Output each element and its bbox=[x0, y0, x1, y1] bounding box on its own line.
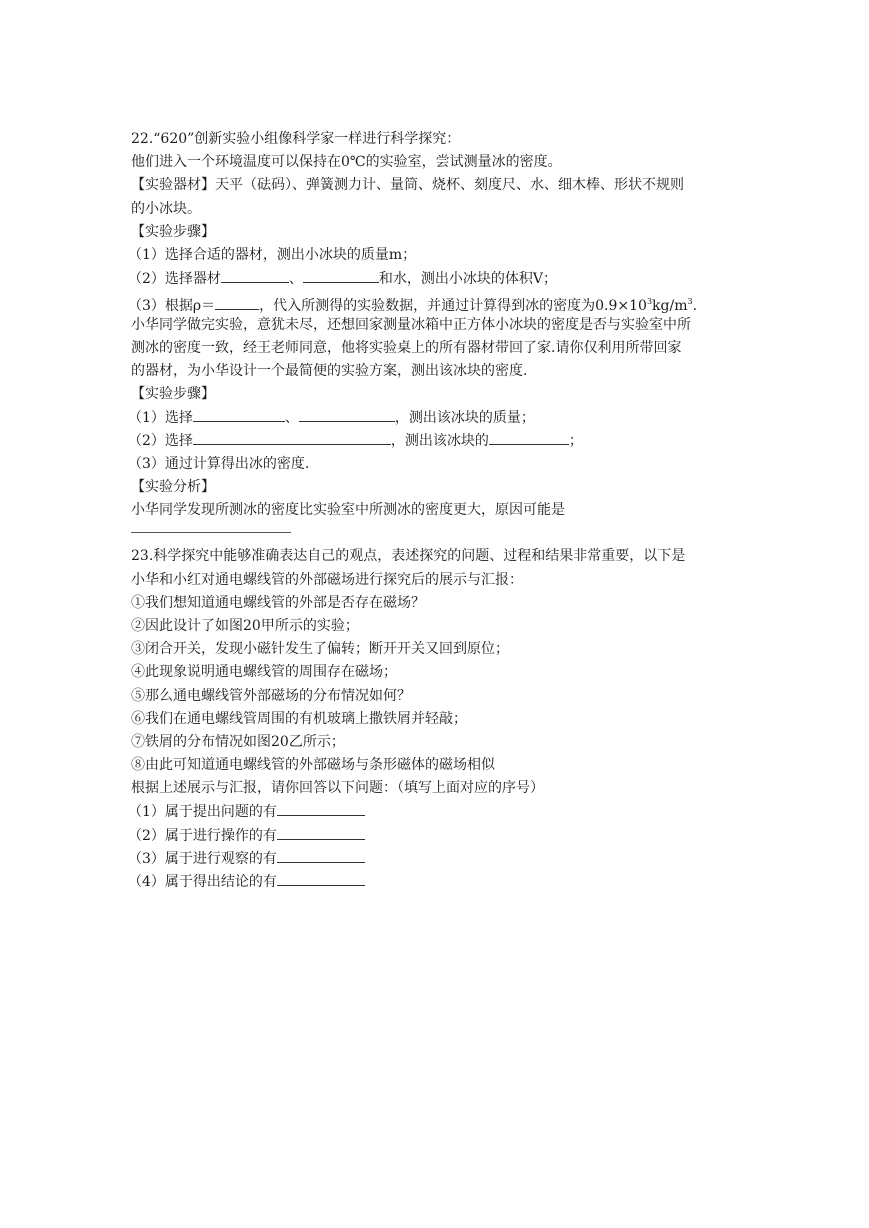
q22-step-3-end: . bbox=[692, 298, 698, 315]
q23-question-2 bbox=[128, 824, 771, 847]
q23-question-4 bbox=[128, 870, 771, 893]
q23-item: ①我们想知道通电螺线管的外部是否存在磁场？ bbox=[131, 594, 425, 611]
q22-s2-step-2-prefix: （2）选择 bbox=[128, 433, 193, 450]
q23-item: ⑦铁屑的分布情况如图20乙所示； bbox=[131, 733, 345, 750]
q23-title-2: 小华和小红对通电螺线管的外部磁场进行探究后的展示与汇报： bbox=[131, 571, 523, 588]
q22-equipment-line-2: 的小冰块。 bbox=[131, 200, 201, 217]
q23-item: ④此现象说明通电螺线管的周围存在磁场； bbox=[131, 664, 397, 681]
q23-question-3 bbox=[128, 847, 771, 870]
q22-step-3-prefix: （3）根据ρ＝ bbox=[128, 298, 216, 315]
q22-s2-step-2-text: ，测出该冰块的 bbox=[390, 433, 489, 450]
q22-para-2: 测冰的密度一致，经王老师同意，他将实验桌上的所有器材带回了家.请你仅利用所带回家 bbox=[131, 339, 682, 356]
q22-intro: 他们进入一个环境温度可以保持在0℃的实验室，尝试测量冰的密度。 bbox=[131, 154, 562, 171]
q23-answer-blank[interactable] bbox=[277, 824, 365, 840]
worksheet-page bbox=[128, 128, 771, 893]
q22-analysis-text: 小华同学发现所测冰的密度比实验室中所测冰的密度更大，原因可能是 bbox=[131, 502, 565, 518]
q22-s2-step2-blank-2[interactable] bbox=[489, 429, 569, 445]
q22-equipment-text: 天平（砝码）、弹簧测力计、量筒、烧杯、刻度尺、水、细木棒、形状不规则 bbox=[215, 177, 684, 194]
q23-question-label: （1）属于提出问题的有 bbox=[128, 804, 277, 821]
q22-s2-step-1-prefix: （1）选择 bbox=[128, 410, 193, 427]
q23-answer-blank[interactable] bbox=[277, 847, 365, 863]
q22-s2-step1-blank-1[interactable] bbox=[193, 406, 285, 422]
q22-step-3-unit: kg/m bbox=[652, 298, 688, 315]
q22-step3-blank[interactable] bbox=[215, 294, 259, 310]
q22-s2-step-1 bbox=[128, 406, 771, 429]
q22-s2-step-1-suffix: ，测出该冰块的质量； bbox=[394, 410, 535, 427]
q22-s2-step-1-sep: 、 bbox=[284, 410, 299, 427]
q22-step-3-unit-exponent: 3 bbox=[687, 297, 693, 307]
q22-analysis-answer-line[interactable] bbox=[131, 522, 771, 545]
q22-step-2-prefix: （2）选择器材 bbox=[128, 271, 221, 288]
q22-step-3-text: ，代入所测得的实验数据，并通过计算得到冰的密度为0.9×10 bbox=[259, 298, 647, 315]
q22-step-1: （1）选择合适的器材，测出小冰块的质量m； bbox=[128, 246, 417, 263]
q23-answer-blank[interactable] bbox=[277, 870, 365, 886]
q23-item: ③闭合开关，发现小磁针发生了偏转；断开开关又回到原位； bbox=[131, 641, 509, 658]
q22-para-3: 的器材，为小华设计一个最简便的实验方案，测出该冰块的密度. bbox=[131, 362, 528, 379]
q22-steps2-label: 【实验步骤】 bbox=[131, 386, 215, 403]
q22-s2-step-3: （3）通过计算得出冰的密度. bbox=[128, 455, 310, 472]
q22-title: 22.“620”创新实验小组像科学家一样进行科学探究： bbox=[131, 131, 461, 147]
q23-item: ⑥我们在通电螺线管周围的有机玻璃上撒铁屑并轻敲； bbox=[131, 710, 467, 727]
q22-step-3-exponent: 3 bbox=[646, 297, 653, 307]
q22-analysis-label: 【实验分析】 bbox=[131, 478, 215, 495]
q22-step-2-sep: 、 bbox=[288, 271, 303, 288]
q23-item: ②因此设计了如图20甲所示的实验； bbox=[131, 617, 359, 634]
q22-equipment-line-1 bbox=[131, 174, 771, 197]
q22-equipment-label: 【实验器材】 bbox=[131, 177, 215, 194]
q22-para-1: 小华同学做完实验，意犹未尽，还想回家测量冰箱中正方体小冰块的密度是否与实验室中所 bbox=[131, 316, 691, 333]
q23-question-label: （3）属于进行观察的有 bbox=[128, 850, 277, 867]
q23-title-1: 23.科学探究中能够准确表达自己的观点，表述探究的问题、过程和结果非常重要，以下是 bbox=[131, 548, 686, 565]
q23-item: ⑤那么通电螺线管外部磁场的分布情况如何？ bbox=[131, 687, 411, 704]
q23-answer-blank[interactable] bbox=[277, 800, 365, 816]
q22-step2-blank-1[interactable] bbox=[221, 267, 289, 283]
q22-step-3 bbox=[128, 290, 771, 313]
q22-step-2-suffix: 和水，测出小冰块的体积V； bbox=[378, 271, 558, 288]
q23-prompt: 根据上述展示与汇报，请你回答以下问题：（填写上面对应的序号） bbox=[131, 780, 544, 797]
q23-question-1 bbox=[128, 800, 771, 823]
q22-steps-label: 【实验步骤】 bbox=[131, 223, 215, 240]
q22-s2-step-2-end: ； bbox=[568, 433, 583, 450]
q22-s2-step1-blank-2[interactable] bbox=[299, 406, 395, 422]
q23-question-label: （4）属于得出结论的有 bbox=[128, 874, 277, 890]
q22-step-2 bbox=[128, 267, 771, 290]
q22-step2-blank-2[interactable] bbox=[303, 267, 379, 283]
q23-question-label: （2）属于进行操作的有 bbox=[128, 827, 277, 844]
q22-s2-step2-blank-1[interactable] bbox=[193, 429, 391, 445]
q23-item: ⑧由此可知道通电螺线管的外部磁场与条形磁体的磁场相似 bbox=[131, 757, 495, 774]
q22-s2-step-2 bbox=[128, 429, 771, 452]
